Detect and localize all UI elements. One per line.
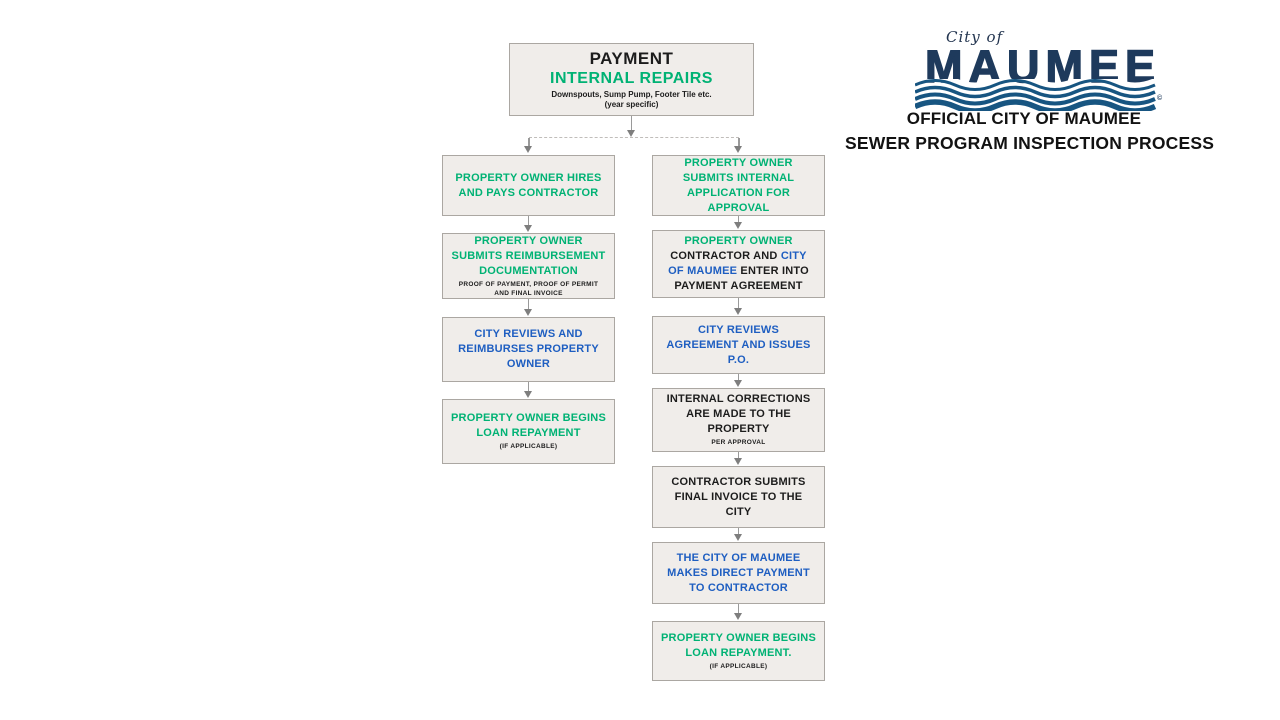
box-text-segment: THE CITY OF MAUMEE MAKES DIRECT PAYMENT TO CONTRACTOR <box>667 551 810 594</box>
box-text-segment: CONTRACTOR SUBMITS FINAL INVOICE TO THE CITY <box>671 475 806 518</box>
box-text-line <box>661 551 816 596</box>
box-text <box>451 234 606 279</box>
arrow-down-icon <box>734 534 742 541</box>
connector-line <box>631 116 633 131</box>
box-text-segment: PROPERTY OWNER HIRES AND PAYS CONTRACTOR <box>455 171 602 199</box>
title-detail-2: (year specific) <box>604 100 659 109</box>
arrow-down-icon <box>524 309 532 316</box>
box-text-line <box>451 171 606 201</box>
arrow-down-icon <box>627 130 635 137</box>
box-text <box>661 234 816 294</box>
logo-waves-icon <box>915 79 1159 111</box>
arrow-down-icon <box>524 146 532 153</box>
box-text <box>661 475 816 520</box>
flow-box-left-4 <box>442 399 615 464</box>
box-text <box>661 156 816 216</box>
arrow-down-icon <box>734 458 742 465</box>
box-text-line <box>661 323 816 368</box>
caption-sewer-program: SEWER PROGRAM INSPECTION PROCESS <box>845 133 1215 153</box>
arrow-down-icon <box>734 613 742 620</box>
box-text <box>451 171 606 201</box>
box-text-segment: PROPERTY OWNER <box>684 235 793 247</box>
caption-official-city: OFFICIAL CITY OF MAUMEE <box>906 109 1142 128</box>
arrow-down-icon <box>734 308 742 315</box>
box-text-segment: CITY OF MAUMEE <box>668 250 807 277</box>
box-text-segment: ENTER INTO PAYMENT AGREEMENT <box>674 265 809 292</box>
title-payment: PAYMENT <box>589 49 674 68</box>
arrow-down-icon <box>734 222 742 229</box>
flow-box-left-2 <box>442 233 615 299</box>
arrow-down-icon <box>734 146 742 153</box>
flow-box-left-1 <box>442 155 615 216</box>
arrow-down-icon <box>524 225 532 232</box>
box-text-segment: PROPERTY OWNER BEGINS LOAN REPAYMENT <box>451 412 606 440</box>
title-detail-1: Downspouts, Sump Pump, Footer Tile etc. <box>551 90 712 99</box>
box-text-line <box>661 156 816 216</box>
arrow-down-icon <box>734 380 742 387</box>
box-subtext: (IF APPLICABLE) <box>499 443 558 451</box>
box-text-segment: CITY REVIEWS AND REIMBURSES PROPERTY OWNER <box>458 328 599 370</box>
copyright-icon: © <box>1157 95 1163 102</box>
logo-maumee-wordmark: MAUMEE <box>925 41 1161 92</box>
flow-box-right-5 <box>652 466 825 528</box>
box-text-segment: CONTRACTOR AND <box>670 250 781 262</box>
box-text-segment: CITY REVIEWS AGREEMENT AND ISSUES P.O. <box>666 323 811 366</box>
box-text-line <box>451 327 606 372</box>
box-subtext: PROOF OF PAYMENT, PROOF OF PERMIT AND FINAL INVOICE <box>458 281 599 297</box>
box-text-segment: PROPERTY OWNER SUBMITS REIMBURSEMENT DOCUMENTATION <box>451 235 606 277</box>
arrow-down-icon <box>524 391 532 398</box>
box-text <box>661 323 816 368</box>
box-text-segment: INTERNAL CORRECTIONS ARE MADE TO THE PROPERTY <box>666 393 811 436</box>
box-text-line <box>661 249 816 294</box>
box-text-line <box>661 631 816 661</box>
logo-city-of-script: City of <box>946 28 1004 46</box>
box-text-segment: PROPERTY OWNER BEGINS LOAN REPAYMENT. <box>661 631 816 659</box>
box-text-line <box>661 475 816 520</box>
box-text <box>451 327 606 372</box>
flow-box-right-4 <box>652 388 825 452</box>
box-text <box>661 392 816 437</box>
box-text-segment: PROPERTY OWNER SUBMITS INTERNAL APPLICATION FOR APPROVAL <box>682 156 795 214</box>
flow-box-left-3 <box>442 317 615 382</box>
title-internal-repairs: INTERNAL REPAIRS <box>550 70 713 87</box>
connector-dashed-line <box>529 137 739 138</box>
box-subtext: PER APPROVAL <box>711 439 766 447</box>
flow-box-right-7 <box>652 621 825 681</box>
box-text-line <box>661 392 816 437</box>
flow-box-right-1 <box>652 155 825 216</box>
box-text <box>451 411 606 441</box>
box-text-line <box>661 234 816 249</box>
box-text <box>661 631 816 661</box>
flow-box-right-3 <box>652 316 825 374</box>
box-subtext: (IF APPLICABLE) <box>709 662 768 670</box>
box-text-line <box>451 411 606 441</box>
box-text-line <box>451 234 606 279</box>
box-text <box>661 551 816 596</box>
flow-box-right-2 <box>652 230 825 298</box>
flow-box-right-6 <box>652 542 825 604</box>
flow-box-title <box>509 43 754 116</box>
